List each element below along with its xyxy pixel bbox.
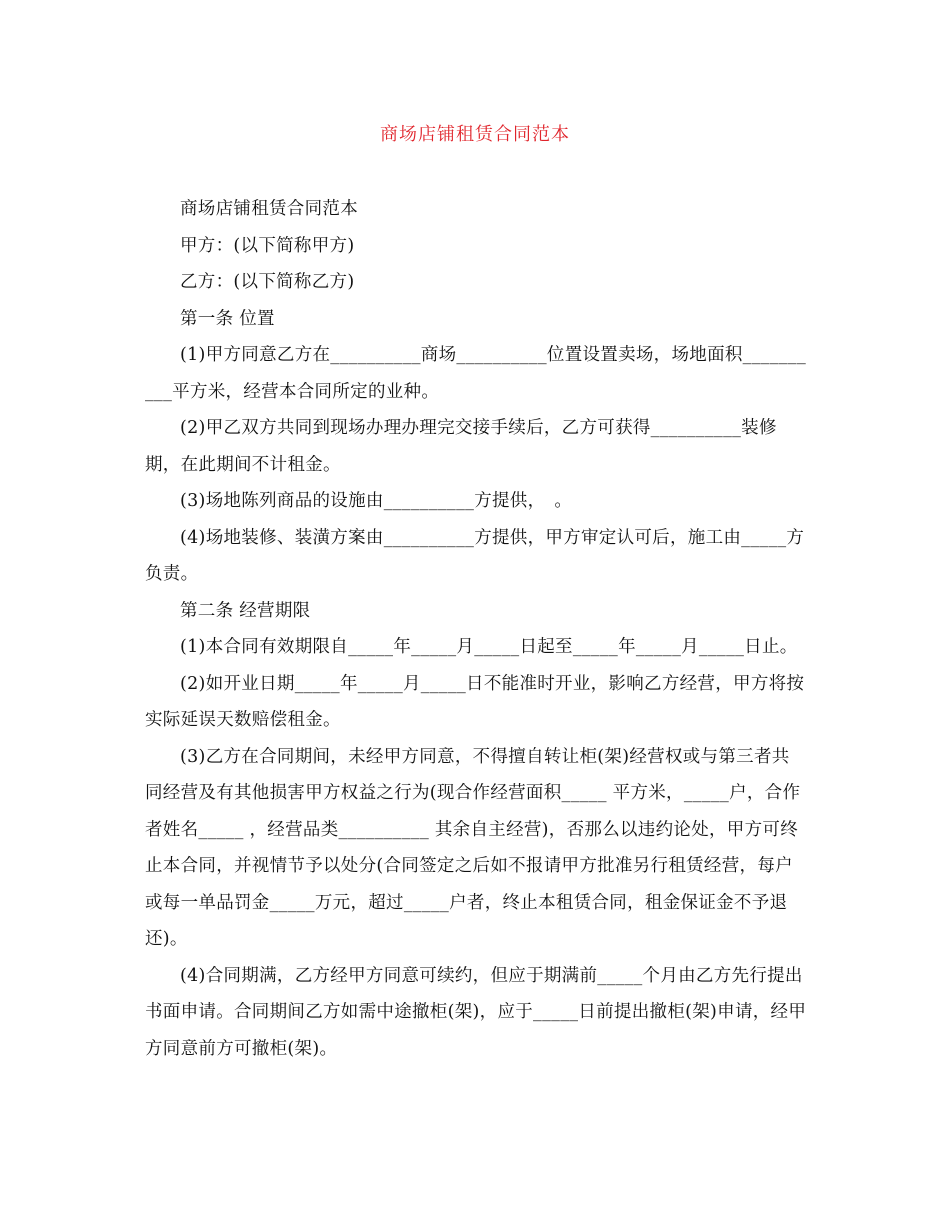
document-title: 商场店铺租赁合同范本 [380,124,570,145]
article-1-heading: 第一条 位置 [180,308,275,329]
article-2-clause-1: (1)本合同有效期限自_____年_____月_____日起至_____年_____月_____日止。 [180,637,798,657]
paragraph-party-b: 乙方：(以下简称乙方) [180,272,355,292]
article-1-clause-4: (4)场地装修、装潢方案由__________方提供，甲方审定认可后，施工由_____方负责。 [145,527,805,584]
paragraph-heading: 商场店铺租赁合同范本 [180,199,358,219]
article-2-heading: 第二条 经营期限 [180,600,311,621]
article-2-clause-3: (3)乙方在合同期间，未经甲方同意，不得擅自转让柜(架)经营权或与第三者共同经营及有其他损害甲方权益之行为(现合作经营面积_____ 平方米，_____户，合作者姓名_____ ，经营品类__________ 其余自主经营)，否那么以违约论处，甲方可终止本合同，并视情节予以处分(合同签定之后如不报请甲方批准另行租赁经营，每户或每一单品罚金_____万元，超过_____户者，终止本租赁合同，租金保证金不予退还)。 [145,746,801,949]
article-1-clause-3: (3)场地陈列商品的设施由__________方提供， 。 [180,491,573,511]
article-2-clause-4: (4)合同期满，乙方经甲方同意可续约，但应于期满前_____个月由乙方先行提出书面申请。合同期间乙方如需中途撤柜(架)，应于_____日前提出撤柜(架)申请，经甲方同意前方可撤柜(架)。 [145,965,807,1059]
article-2-clause-2: (2)如开业日期_____年_____月_____日不能准时开业，影响乙方经营，甲方将按实际延误天数赔偿租金。 [145,673,805,730]
paragraph-party-a: 甲方：(以下简称甲方) [180,235,355,256]
article-1-clause-2: (2)甲乙双方共同到现场办理办理完交接手续后，乙方可获得__________装修期，在此期间不计租金。 [145,418,777,475]
document-body [145,191,807,1067]
article-1-clause-1: (1)甲方同意乙方在__________商场__________位置设置卖场，场地面积__________平方米，经营本合同所定的业种。 [145,345,807,402]
